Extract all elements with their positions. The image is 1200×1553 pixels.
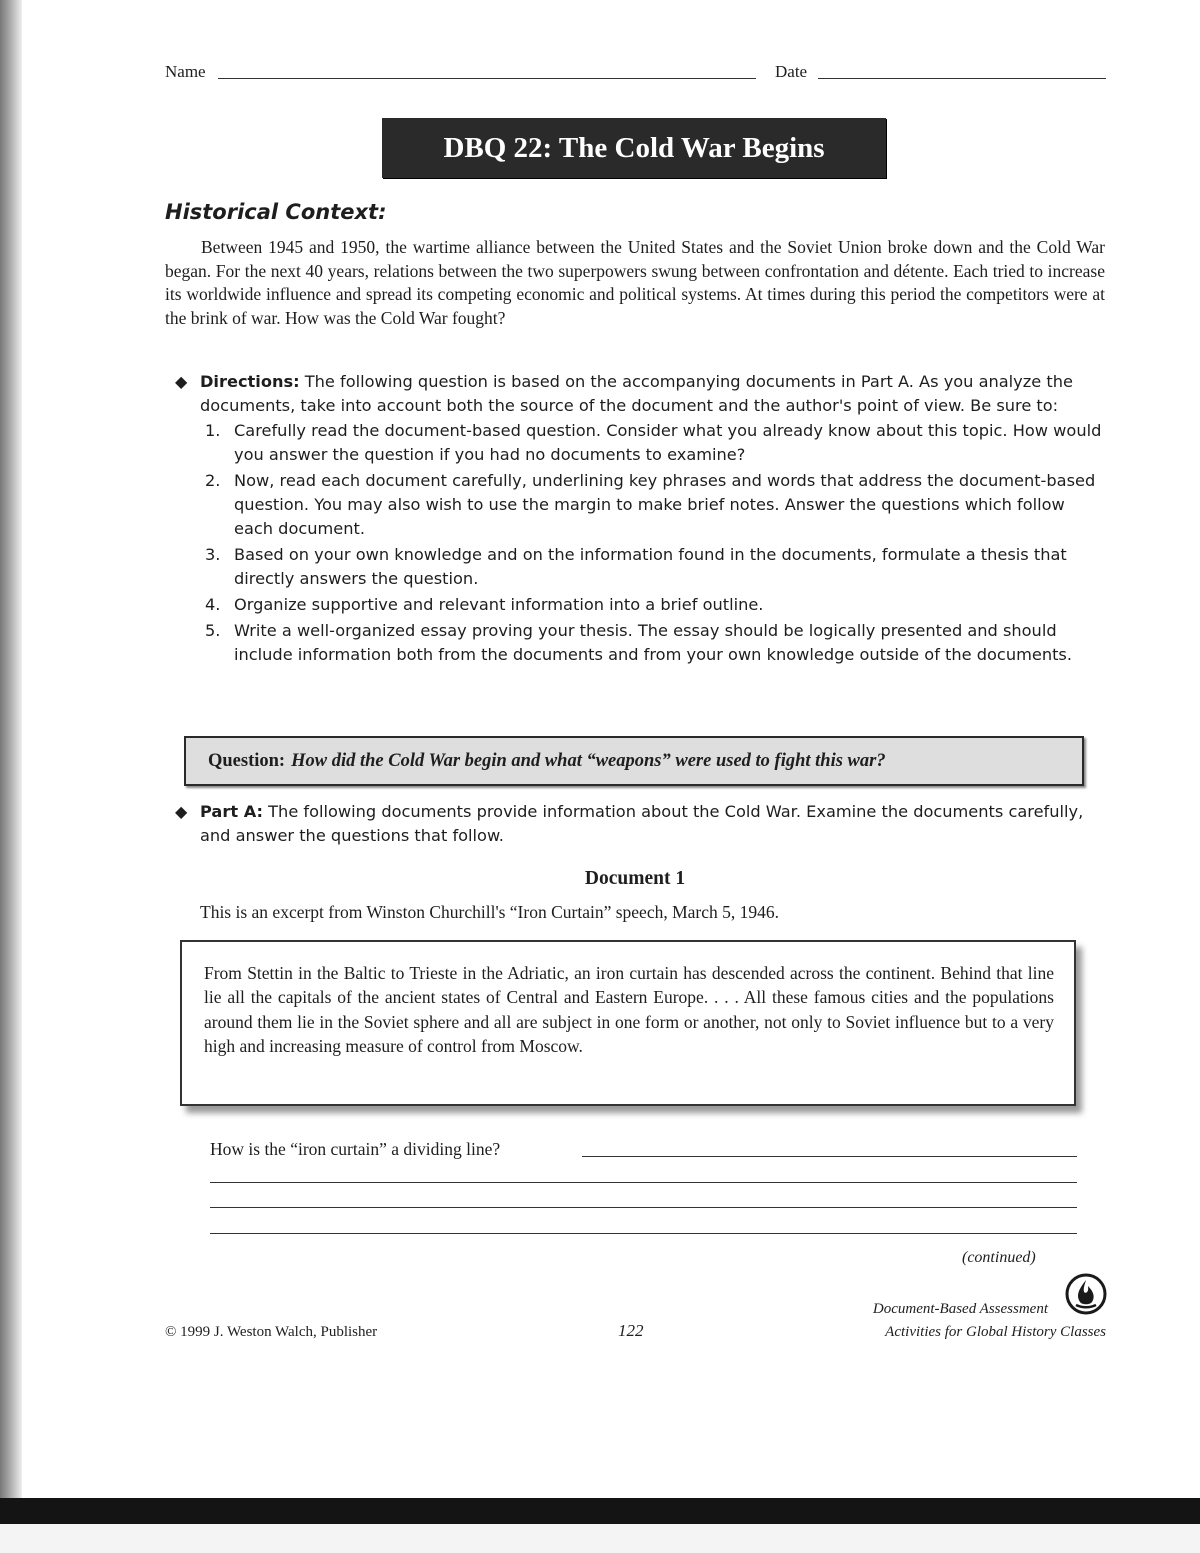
page-edge-shadow xyxy=(0,0,22,1553)
directions-label: Directions: xyxy=(200,372,300,391)
directions-steps xyxy=(205,419,1105,667)
question-label: Question: xyxy=(208,750,286,771)
list-item xyxy=(205,419,1105,467)
list-item xyxy=(205,543,1105,591)
answer-line[interactable] xyxy=(210,1182,1077,1183)
step-number: 3. xyxy=(205,545,221,564)
document-title: Document 1 xyxy=(584,868,686,889)
list-item xyxy=(205,469,1105,541)
step-text: Carefully read the document-based question. Consider what you already know about this topic. How would you answer the question if you had no documents to examine? xyxy=(234,421,1102,464)
flame-logo-icon xyxy=(1064,1272,1108,1316)
name-label: Name xyxy=(165,62,206,81)
scan-bottom-margin xyxy=(0,1524,1200,1553)
diamond-bullet-icon: ◆ xyxy=(175,372,188,391)
document-intro: This is an excerpt from Winston Churchill's “Iron Curtain” speech, March 5, 1946. xyxy=(200,902,780,922)
document-quote: From Stettin in the Baltic to Trieste in the Adriatic, an iron curtain has descended across the continent. Behind that line lie all the capitals of the ancient states of Central and Eastern Europe. . . . All these famous cities and the populations around them lie in the Soviet sphere and all are subject in one form or another, not only to Soviet influence but to a very high and increasing measure of control from Moscow. xyxy=(180,940,1076,1106)
page-title: DBQ 22: The Cold War Begins xyxy=(382,118,886,178)
part-a-label: Part A: xyxy=(200,802,264,821)
answer-line[interactable] xyxy=(210,1233,1077,1234)
part-a-section xyxy=(175,800,1105,848)
list-item xyxy=(205,619,1105,667)
series-title xyxy=(790,1298,1106,1344)
question-text: How did the Cold War begin and what “weapons” were used to fight this war? xyxy=(291,750,886,771)
step-text: Write a well-organized essay proving your thesis. The essay should be logically presented and should include information both from the documents and from your own knowledge outside of the documents. xyxy=(234,621,1073,664)
step-number: 5. xyxy=(205,621,221,640)
date-field[interactable] xyxy=(818,78,1106,79)
question-box xyxy=(184,736,1084,786)
directions-text: The following question is based on the accompanying documents in Part A. As you analyze the documents, take into account both the source of the document and the author's point of view. Be sure to: xyxy=(200,372,1073,415)
step-number: 1. xyxy=(205,421,221,440)
historical-context-body: Between 1945 and 1950, the wartime alliance between the United States and the Soviet Union broke down and the Cold War began. For the next 40 years, relations between the two superpowers swung between confrontation and détente. Each tried to increase its worldwide influence and spread its competing economic and political systems. At times during this period the competitors were at the brink of war. How was the Cold War fought? xyxy=(165,237,1105,328)
document-question: How is the “iron curtain” a dividing line? xyxy=(210,1139,501,1159)
step-text: Now, read each document carefully, underlining key phrases and words that address the document-based question. You may also wish to use the margin to make brief notes. Answer the questions which follow each document. xyxy=(234,471,1096,538)
step-text: Organize supportive and relevant information into a brief outline. xyxy=(234,595,764,614)
copyright: © 1999 J. Weston Walch, Publisher xyxy=(165,1324,378,1340)
answer-line[interactable] xyxy=(210,1207,1077,1208)
continued-note: (continued) xyxy=(962,1249,1036,1266)
list-item xyxy=(205,593,1105,617)
step-text: Based on your own knowledge and on the information found in the documents, formulate a thesis that directly answers the question. xyxy=(234,545,1067,588)
directions-section xyxy=(175,370,1105,669)
series-line-2: Activities for Global History Classes xyxy=(885,1324,1106,1340)
step-number: 4. xyxy=(205,595,221,614)
page-number: 122 xyxy=(618,1321,644,1340)
step-number: 2. xyxy=(205,471,221,490)
scan-bottom-edge xyxy=(0,1498,1200,1524)
name-field[interactable] xyxy=(218,78,756,79)
answer-line[interactable] xyxy=(582,1156,1077,1157)
part-a-text: The following documents provide information about the Cold War. Examine the documents carefully, and answer the questions that follow. xyxy=(200,802,1084,845)
series-line-1: Document-Based Assessment xyxy=(872,1301,1048,1317)
historical-context-heading: Historical Context: xyxy=(165,200,387,224)
diamond-bullet-icon: ◆ xyxy=(175,802,188,821)
date-label: Date xyxy=(775,62,808,81)
